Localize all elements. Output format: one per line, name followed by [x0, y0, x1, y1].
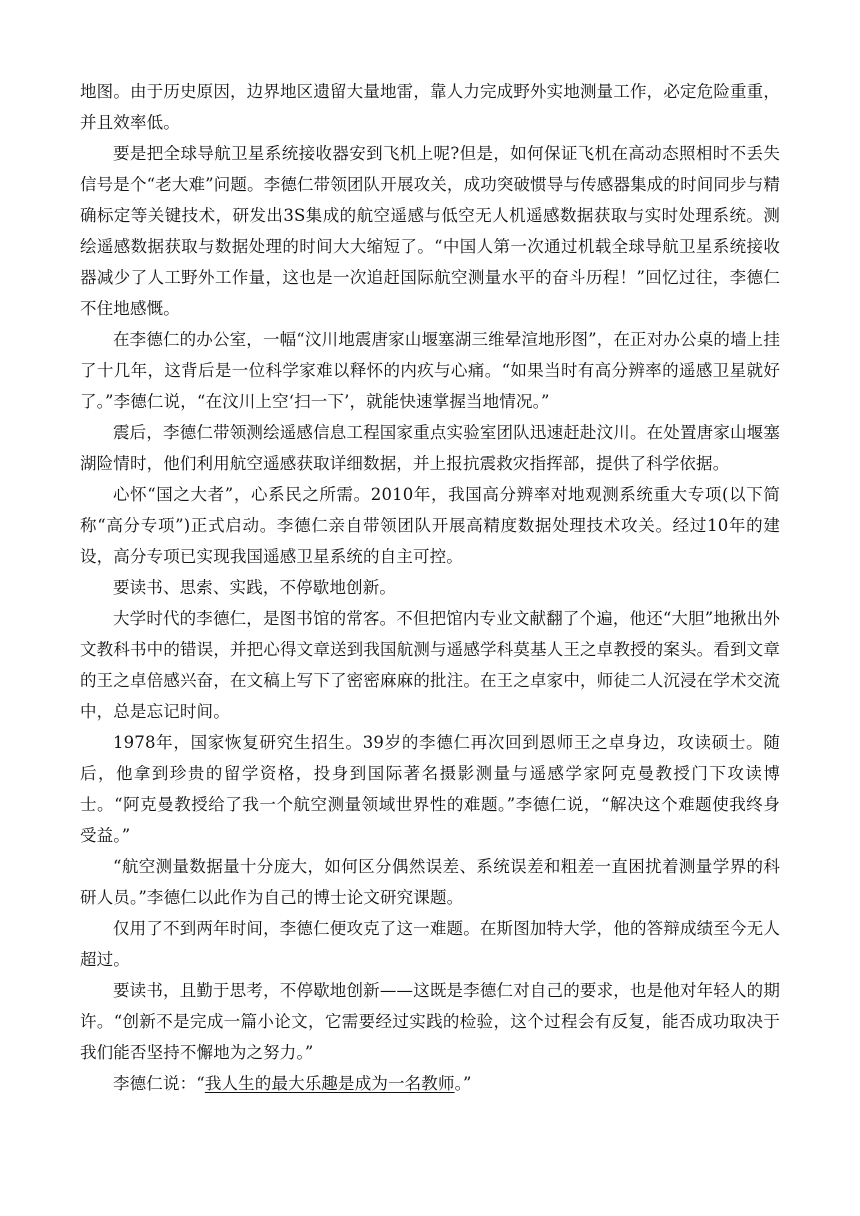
paragraph: 心怀“国之大者”，心系民之所需。2010年，我国高分辨率对地观测系统重大专项(以下简称“高分专项”)正式启动。李德仁亲自带领团队开展高精度数据处理技术攻关。经过10年的建设，高分专项已实现我国遥感卫星系统的自主可控。: [80, 485, 780, 566]
paragraph: 要是把全球导航卫星系统接收器安到飞机上呢?但是，如何保证飞机在高动态照相时不丢失信号是个“老大难”问题。李德仁带领团队开展攻关，成功突破惯导与传感器集成的时间同步与精确标定等关键技术，研发出3S集成的航空遥感与低空无人机遥感数据获取与实时处理系统。测绘遥感数据获取与数据处理的时间大大缩短了。“中国人第一次通过机载全球导航卫星系统接收器减少了人工野外工作量，这也是一次追赶国际航空测量水平的奋斗历程！”回忆过往，李德仁不住地感慨。: [80, 144, 780, 318]
paragraph: 在李德仁的办公室，一幅“汶川地震唐家山堰塞湖三维晕渲地形图”，在正对办公桌的墙上挂了十几年，这背后是一位科学家难以释怀的内疚与心痛。“如果当时有高分辨率的遥感卫星就好了。”李德仁说，“在汶川上空‘扫一下’，就能快速掌握当地情况。”: [80, 330, 780, 411]
final-paragraph: [80, 1068, 780, 1099]
paragraph: 要读书，且勤于思考，不停歇地创新——这既是李德仁对自己的要求，也是他对年轻人的期许。“创新不是完成一篇小论文，它需要经过实践的检验，这个过程会有反复，能否成功取决于我们能否坚持不懈地为之努力。”: [80, 981, 780, 1062]
paragraph: 大学时代的李德仁，是图书馆的常客。不但把馆内专业文献翻了个遍，他还“大胆”地揪出外文教科书中的错误，并把心得文章送到我国航测与遥感学科莫基人王之卓教授的案头。看到文章的王之卓倍感兴奋，在文稿上写下了密密麻麻的批注。在王之卓家中，师徒二人沉浸在学术交流中，总是忘记时间。: [80, 609, 780, 721]
paragraph: “航空测量数据量十分庞大，如何区分偶然误差、系统误差和粗差一直困扰着测量学界的科研人员。”李德仁以此作为自己的博士论文研究课题。: [80, 857, 780, 907]
paragraph: 地图。由于历史原因，边界地区遗留大量地雷，靠人力完成野外实地测量工作，必定危险重重，并且效率低。: [80, 82, 780, 132]
underlined-quote: 我人生的最大乐趣是成为一名教师: [204, 1074, 455, 1093]
paragraph: 1978年，国家恢复研究生招生。39岁的李德仁再次回到恩师王之卓身边，攻读硕士。随后，他拿到珍贵的留学资格，投身到国际著名摄影测量与遥感学家阿克曼教授门下攻读博士。“阿克曼教授给了我一个航空测量领域世界性的难题。”李德仁说，“解决这个难题使我终身受益。”: [80, 733, 780, 845]
quote-suffix: 。”: [454, 1074, 472, 1093]
quote-prefix: 李德仁说：“: [113, 1074, 205, 1093]
paragraph: 仅用了不到两年时间，李德仁便攻克了这一难题。在斯图加特大学，他的答辩成绩至今无人超过。: [80, 919, 780, 969]
paragraph: 震后，李德仁带领测绘遥感信息工程国家重点实验室团队迅速赶赴汶川。在处置唐家山堰塞湖险情时，他们利用航空遥感获取详细数据，并上报抗震救灾指挥部，提供了科学依据。: [80, 423, 780, 473]
paragraph: 要读书、思索、实践，不停歇地创新。: [113, 578, 397, 597]
article-body: [80, 76, 780, 1099]
